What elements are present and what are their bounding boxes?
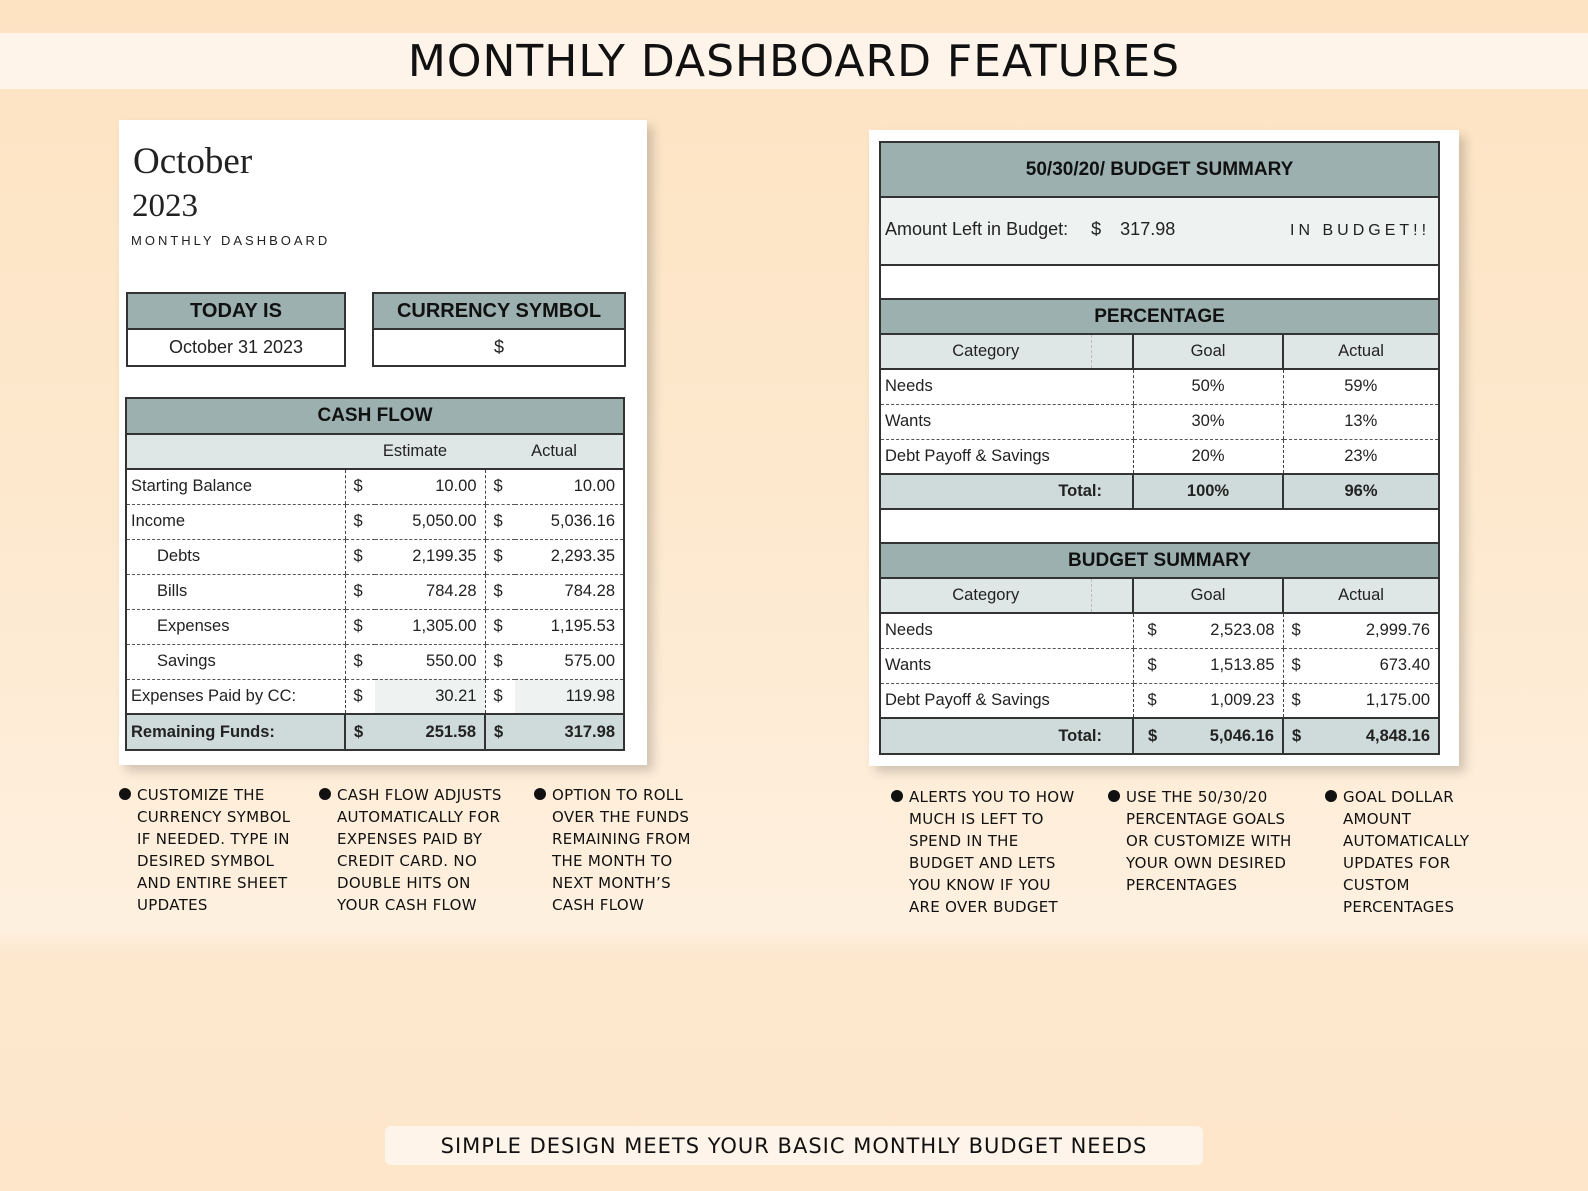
actual-header: Actual xyxy=(485,434,623,469)
budget-summary-table xyxy=(879,141,1440,755)
bullet-text xyxy=(552,784,691,916)
currency-cell: $ xyxy=(1148,726,1158,745)
percentage-row xyxy=(881,369,1438,404)
feature-bullet-cashflow xyxy=(337,784,502,916)
actual-header: Actual xyxy=(1283,578,1438,613)
budget-status: IN BUDGET!! xyxy=(1290,222,1431,239)
estimate-value[interactable]: 30.21 xyxy=(375,679,485,714)
category-header: Category xyxy=(881,578,1091,613)
currency-cell: $ xyxy=(1292,726,1302,745)
category-label: Wants xyxy=(881,404,1133,439)
percentage-row xyxy=(881,439,1438,474)
bullet-line: PERCENTAGES xyxy=(1126,876,1238,894)
bullet-text xyxy=(1126,786,1292,896)
estimate-header: Estimate xyxy=(345,434,485,469)
feature-bullet-currency xyxy=(137,784,290,916)
amount-left-value: 317.98 xyxy=(1120,219,1176,239)
percentage-total-label: Total: xyxy=(881,474,1133,509)
category-label: Needs xyxy=(881,369,1133,404)
cash-flow-row xyxy=(127,679,623,714)
goal-percent[interactable]: 20% xyxy=(1133,439,1283,474)
cash-flow-label: Expenses xyxy=(127,609,345,644)
currency-cell: $ xyxy=(345,574,375,609)
today-box xyxy=(126,292,346,367)
estimate-value[interactable]: 5,050.00 xyxy=(375,504,485,539)
month-label: October xyxy=(133,141,253,182)
budget-total-goal: 5,046.16 xyxy=(1209,726,1274,745)
goal-cell xyxy=(1133,683,1283,718)
currency-cell: $ xyxy=(1291,690,1301,709)
bullet-line: CASH FLOW xyxy=(552,896,645,914)
budget-summary-subtitle: BUDGET SUMMARY xyxy=(881,543,1438,578)
goal-amount: 2,523.08 xyxy=(1210,621,1275,640)
year-label: 2023 xyxy=(132,188,198,224)
percentage-total-goal: 100% xyxy=(1133,474,1283,509)
spacer-row xyxy=(881,265,1438,299)
actual-percent: 59% xyxy=(1283,369,1438,404)
cash-flow-row xyxy=(127,469,623,504)
actual-value[interactable]: 2,293.35 xyxy=(515,539,623,574)
currency-cell: $ xyxy=(345,679,375,714)
category-label: Needs xyxy=(881,613,1133,648)
estimate-value[interactable]: 784.28 xyxy=(375,574,485,609)
bullet-dot xyxy=(119,788,131,800)
category-header: Category xyxy=(881,334,1091,369)
cash-flow-label: Income xyxy=(127,504,345,539)
amount-left-row xyxy=(881,197,1438,265)
bullet-line: DOUBLE HITS ON xyxy=(337,874,471,892)
cash-flow-label: Debts xyxy=(127,539,345,574)
bullet-line: DESIRED SYMBOL xyxy=(137,852,275,870)
currency-cell: $ xyxy=(485,609,515,644)
cash-flow-label: Bills xyxy=(127,574,345,609)
currency-cell: $ xyxy=(1147,656,1157,674)
feature-bullet-alerts xyxy=(909,786,1075,918)
actual-cell xyxy=(1283,683,1438,718)
bullet-line: REMAINING FROM xyxy=(552,830,691,848)
budget-total-label: Total: xyxy=(881,718,1133,753)
feature-bullet-goal-dollar xyxy=(1343,786,1469,918)
actual-header: Actual xyxy=(1283,334,1438,369)
actual-value[interactable]: 119.98 xyxy=(515,679,623,714)
percentage-title: PERCENTAGE xyxy=(881,299,1438,334)
currency-cell: $ xyxy=(345,469,375,504)
currency-cell: $ xyxy=(345,714,375,749)
bullet-line: THE MONTH TO xyxy=(552,852,673,870)
bullet-line: IF NEEDED. TYPE IN xyxy=(137,830,290,848)
cash-flow-row xyxy=(127,644,623,679)
cash-flow-title: CASH FLOW xyxy=(127,399,623,434)
bullet-line: AUTOMATICALLY xyxy=(1343,832,1470,850)
goal-percent[interactable]: 50% xyxy=(1133,369,1283,404)
page-title: MONTHLY DASHBOARD FEATURES xyxy=(407,35,1181,87)
currency-cell: $ xyxy=(485,644,515,679)
currency-cell: $ xyxy=(485,714,515,749)
bullet-line: YOU KNOW IF YOU xyxy=(909,876,1051,894)
currency-cell: $ xyxy=(485,504,515,539)
budget-total-actual-cell xyxy=(1283,718,1438,753)
actual-percent: 23% xyxy=(1283,439,1438,474)
bullet-line: UPDATES FOR xyxy=(1343,854,1451,872)
actual-value[interactable]: 10.00 xyxy=(515,469,623,504)
actual-cell xyxy=(1283,613,1438,648)
bullet-dot xyxy=(1108,790,1120,802)
bullet-line: PERCENTAGE GOALS xyxy=(1126,810,1286,828)
amount-left-label: Amount Left in Budget: xyxy=(885,219,1069,239)
bullet-line: OR CUSTOMIZE WITH xyxy=(1126,832,1292,850)
actual-value[interactable]: 1,195.53 xyxy=(515,609,623,644)
bullet-line: CURRENCY SYMBOL xyxy=(137,808,291,826)
currency-cell: $ xyxy=(345,539,375,574)
currency-cell: $ xyxy=(1291,621,1301,640)
currency-cell: $ xyxy=(485,539,515,574)
goal-cell xyxy=(1133,648,1283,683)
bullet-line: AUTOMATICALLY FOR xyxy=(337,808,501,826)
bullet-dot xyxy=(1325,790,1337,802)
feature-bullet-rollover xyxy=(552,784,691,916)
cash-flow-blank-header xyxy=(127,434,345,469)
category-label: Debt Payoff & Savings xyxy=(885,446,1050,465)
actual-value[interactable]: 784.28 xyxy=(515,574,623,609)
goal-header: Goal xyxy=(1133,578,1283,613)
bullet-line: AMOUNT xyxy=(1343,810,1412,828)
bullet-line: CASH FLOW ADJUSTS xyxy=(337,786,502,804)
actual-cell xyxy=(1283,648,1438,683)
spacer-row xyxy=(881,509,1438,543)
budget-total-actual: 4,848.16 xyxy=(1365,726,1431,745)
currency-cell: $ xyxy=(345,504,375,539)
dashboard-subtitle: MONTHLY DASHBOARD xyxy=(131,233,331,248)
budget-row xyxy=(881,648,1438,683)
goal-amount: 1,513.85 xyxy=(1210,656,1275,674)
bullet-line: USE THE 50/30/20 xyxy=(1126,788,1268,806)
bullet-line: BUDGET AND LETS xyxy=(909,854,1056,872)
actual-percent: 13% xyxy=(1283,404,1438,439)
bullet-text xyxy=(137,784,290,916)
bullet-line: PERCENTAGES xyxy=(1343,898,1455,916)
cash-flow-label: Savings xyxy=(127,644,345,679)
bullet-line: NEXT MONTH’S xyxy=(552,874,671,892)
bullet-line: OPTION TO ROLL xyxy=(552,786,684,804)
goal-amount: 1,009.23 xyxy=(1210,690,1275,709)
currency-cell: $ xyxy=(485,469,515,504)
goal-header: Goal xyxy=(1133,334,1283,369)
cash-flow-label: Expenses Paid by CC: xyxy=(131,686,297,705)
actual-value[interactable]: 5,036.16 xyxy=(515,504,623,539)
estimate-value[interactable]: 1,305.00 xyxy=(375,609,485,644)
bullet-text xyxy=(909,786,1075,918)
goal-cell xyxy=(1133,613,1283,648)
budget-total-goal-cell xyxy=(1133,718,1283,753)
remaining-estimate: 251.58 xyxy=(375,714,485,749)
bullet-line: YOUR OWN DESIRED xyxy=(1126,854,1287,872)
amount-left-currency: $ xyxy=(1091,219,1102,239)
currency-label: CURRENCY SYMBOL xyxy=(374,294,624,330)
monthly-dashboard-card xyxy=(119,120,647,765)
cash-flow-row xyxy=(127,504,623,539)
category-label: Wants xyxy=(881,648,1133,683)
bullet-line: SPEND IN THE xyxy=(909,832,1019,850)
currency-cell: $ xyxy=(1147,690,1157,709)
actual-value[interactable]: 575.00 xyxy=(515,644,623,679)
cash-flow-row xyxy=(127,609,623,644)
bullet-line: YOUR CASH FLOW xyxy=(337,896,477,914)
currency-cell: $ xyxy=(345,609,375,644)
bullet-line: OVER THE FUNDS xyxy=(552,808,690,826)
percentage-total-actual: 96% xyxy=(1283,474,1438,509)
estimate-value[interactable]: 2,199.35 xyxy=(375,539,485,574)
bullet-line: EXPENSES PAID BY xyxy=(337,830,483,848)
budget-row xyxy=(881,683,1438,718)
bullet-line: CREDIT CARD. NO xyxy=(337,852,478,870)
goal-percent[interactable]: 30% xyxy=(1133,404,1283,439)
bullet-text xyxy=(337,784,502,916)
remaining-actual: 317.98 xyxy=(515,714,623,749)
bullet-dot xyxy=(534,788,546,800)
remaining-funds-label: Remaining Funds: xyxy=(127,714,345,749)
bullet-line: GOAL DOLLAR xyxy=(1343,788,1454,806)
estimate-value[interactable]: 550.00 xyxy=(375,644,485,679)
bullet-line: ARE OVER BUDGET xyxy=(909,898,1058,916)
cash-flow-label: Starting Balance xyxy=(127,469,345,504)
cash-flow-row xyxy=(127,539,623,574)
currency-symbol-input[interactable]: $ xyxy=(493,337,504,357)
title-band xyxy=(0,33,1588,89)
currency-cell: $ xyxy=(485,574,515,609)
actual-amount: 1,175.00 xyxy=(1365,690,1431,709)
currency-box xyxy=(372,292,626,367)
bullet-line: CUSTOM xyxy=(1343,876,1410,894)
footer-tagline: SIMPLE DESIGN MEETS YOUR BASIC MONTHLY BUDGET NEEDS xyxy=(385,1126,1203,1165)
currency-cell: $ xyxy=(1147,621,1157,640)
blank-header xyxy=(1091,334,1133,369)
actual-amount: 2,999.76 xyxy=(1365,621,1431,640)
bullet-dot xyxy=(891,790,903,802)
blank-header xyxy=(1091,578,1133,613)
bullet-line: ALERTS YOU TO HOW xyxy=(909,788,1075,806)
bullet-line: AND ENTIRE SHEET xyxy=(137,874,288,892)
today-label: TODAY IS xyxy=(128,294,344,330)
bullet-line: CUSTOMIZE THE xyxy=(137,786,265,804)
feature-bullet-percentages xyxy=(1126,786,1292,896)
actual-amount: 673.40 xyxy=(1379,656,1431,674)
currency-cell: $ xyxy=(485,679,515,714)
budget-row xyxy=(881,613,1438,648)
cash-flow-table xyxy=(125,397,625,751)
estimate-value[interactable]: 10.00 xyxy=(375,469,485,504)
bullet-line: MUCH IS LEFT TO xyxy=(909,810,1044,828)
currency-cell: $ xyxy=(1291,656,1301,674)
percentage-row xyxy=(881,404,1438,439)
bullet-text xyxy=(1343,786,1469,918)
category-label: Debt Payoff & Savings xyxy=(885,690,1050,709)
bullet-line: UPDATES xyxy=(137,896,208,914)
bullet-dot xyxy=(319,788,331,800)
cash-flow-row xyxy=(127,574,623,609)
budget-summary-card xyxy=(869,130,1459,766)
budget-summary-title: 50/30/20/ BUDGET SUMMARY xyxy=(881,143,1438,197)
today-value[interactable]: October 31 2023 xyxy=(168,337,304,357)
currency-cell: $ xyxy=(345,644,375,679)
